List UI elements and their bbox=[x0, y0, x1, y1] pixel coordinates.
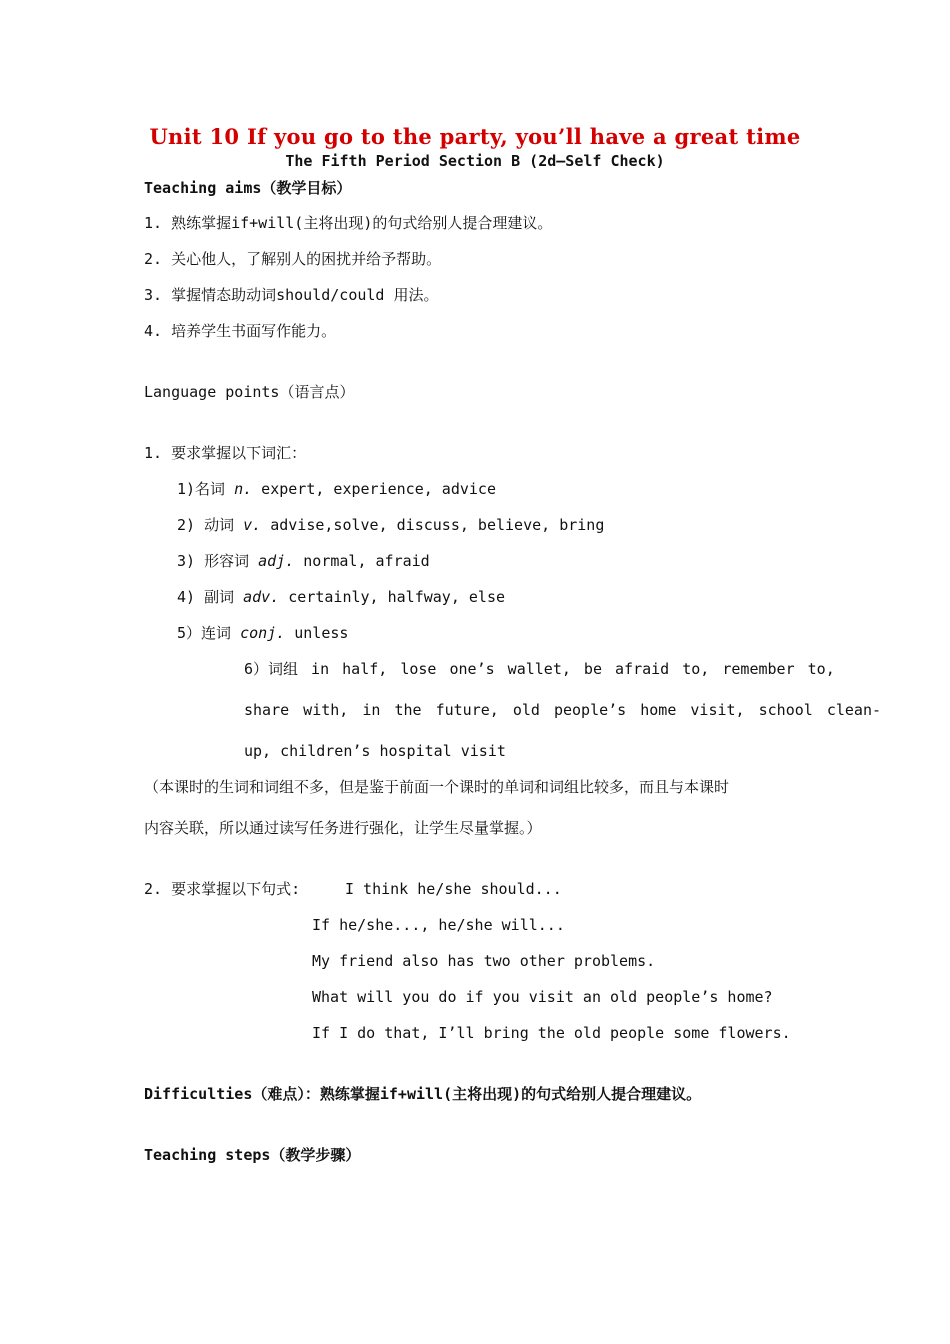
language-points-heading: Language points（语言点） bbox=[144, 383, 355, 401]
vocab-item-adjectives: 3) 形容词 adj. normal, afraid bbox=[177, 552, 430, 570]
teaching-aim-item: 3. 掌握情态助动词should/could 用法。 bbox=[144, 286, 439, 304]
difficulties-line bbox=[144, 1084, 701, 1104]
teaching-aim-item: 2. 关心他人，了解别人的困扰并给予帮助。 bbox=[144, 250, 442, 268]
sentence-pattern: I think he/she should... bbox=[345, 880, 562, 898]
phrases-line: share with, in the future, old people’s home visit, school clean- bbox=[244, 701, 881, 719]
document-title: Unit 10 If you go to the party, you’ll have a great time bbox=[149, 124, 801, 149]
phrases-line: 6）词组 in half, lose one’s wallet, be afraid to, remember to, bbox=[244, 660, 835, 678]
sentence-pattern: If I do that, I’ll bring the old people some flowers. bbox=[312, 1024, 791, 1042]
teaching-aim-item: 1. 熟练掌握if+will(主将出现)的句式给别人提合理建议。 bbox=[144, 214, 553, 232]
note-line: （本课时的生词和词组不多，但是鉴于前面一个课时的单词和词组比较多，而且与本课时 bbox=[144, 778, 730, 796]
vocab-item-nouns: 1)名词 n. expert, experience, advice bbox=[177, 480, 496, 498]
document-subtitle: The Fifth Period Section B (2d–Self Check) bbox=[285, 152, 665, 170]
vocab-item-adverbs: 4) 副词 adv. certainly, halfway, else bbox=[177, 588, 506, 606]
teaching-aim-item: 4. 培养学生书面写作能力。 bbox=[144, 322, 337, 340]
vocab-intro: 1. 要求掌握以下词汇： bbox=[144, 444, 307, 462]
sentence-intro: 2. 要求掌握以下句式: bbox=[144, 880, 301, 898]
sentence-pattern: If he/she..., he/she will... bbox=[312, 916, 565, 934]
vocab-item-verbs: 2) 动词 v. advise,solve, discuss, believe, bring bbox=[177, 516, 605, 534]
note-line: 内容关联，所以通过读写任务进行强化，让学生尽量掌握。） bbox=[144, 819, 542, 837]
difficulties-label: Difficulties（难点）： bbox=[144, 1085, 320, 1103]
sentence-pattern: What will you do if you visit an old people’s home? bbox=[312, 988, 773, 1006]
phrases-line: up, children’s hospital visit bbox=[244, 742, 506, 760]
difficulties-text: 熟练掌握if+will(主将出现)的句式给别人提合理建议。 bbox=[319, 1085, 702, 1103]
teaching-steps-heading: Teaching steps（教学步骤） bbox=[144, 1146, 361, 1164]
sentence-pattern: My friend also has two other problems. bbox=[312, 952, 656, 970]
teaching-aims-heading: Teaching aims（教学目标） bbox=[144, 179, 352, 197]
vocab-item-conjunctions: 5）连词 conj. unless bbox=[177, 624, 349, 642]
